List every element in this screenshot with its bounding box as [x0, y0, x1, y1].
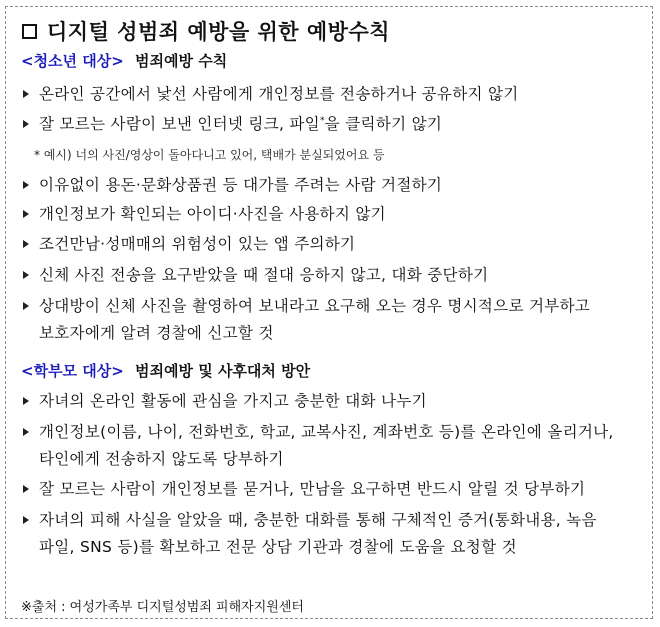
checkbox-square-icon [22, 24, 37, 39]
triangle-bullet-icon [23, 271, 29, 279]
triangle-bullet-icon [23, 210, 29, 218]
triangle-bullet-icon [23, 485, 29, 493]
parents-item-text: 잘 모르는 사람이 개인정보를 묻거나, 만남을 요구하면 반드시 알릴 것 당부하기 [39, 480, 586, 498]
parents-heading: 범죄예방 및 사후대처 방안 [135, 362, 311, 380]
youth-item-text: 신체 사진 전송을 요구받았을 때 절대 응하지 않고, 대화 중단하기 [39, 266, 489, 284]
parents-item-text-line2: 파일, SNS 등)를 확보하고 전문 상담 기관과 경찰에 도움을 요청할 것 [39, 538, 517, 556]
parents-tag: <학부모 대상> [21, 362, 124, 380]
triangle-bullet-icon [23, 181, 29, 189]
page-title-text: 디지털 성범죄 예방을 위한 예방수칙 [47, 20, 391, 44]
parents-section-heading [21, 360, 310, 381]
youth-item-text: 을 클릭하기 않기 [324, 115, 443, 133]
triangle-bullet-icon [23, 397, 29, 405]
youth-tag: <청소년 대상> [21, 52, 124, 70]
youth-item-text: 개인정보가 확인되는 아이디·사진을 사용하지 않기 [39, 205, 386, 223]
youth-item-2 [20, 111, 640, 138]
youth-item-text: 잘 모르는 사람이 보낸 인터넷 링크, 파일 [39, 115, 320, 133]
triangle-bullet-icon [23, 90, 29, 98]
parents-item-text-line1: 자녀의 피해 사실을 알았을 때, 충분한 대화를 통해 구체적인 증거(통화내용, 녹음 [39, 511, 597, 529]
youth-section-heading [21, 50, 227, 71]
parents-item-text-line2: 타인에게 전송하지 않도록 당부하기 [39, 450, 284, 468]
parents-item-text-line1: 개인정보(이름, 나이, 전화번호, 학교, 교복사진, 계좌번호 등)를 온라인에 올리거나, [39, 423, 614, 441]
triangle-bullet-icon [23, 302, 29, 310]
triangle-bullet-icon [23, 240, 29, 248]
triangle-bullet-icon [23, 516, 29, 524]
youth-item-6 [20, 262, 640, 289]
youth-heading: 범죄예방 수칙 [135, 52, 228, 70]
parents-item-4 [20, 507, 640, 561]
parents-item-3 [20, 476, 640, 503]
youth-item-1 [20, 81, 640, 108]
youth-item-7 [20, 293, 640, 347]
youth-item-text: 온라인 공간에서 낯선 사람에게 개인정보를 전송하거나 공유하지 않기 [39, 85, 519, 103]
source-citation: ※출처 : 여성가족부 디지털성범죄 피해자지원센터 [21, 600, 304, 615]
page-title [22, 16, 390, 46]
youth-item-3 [20, 172, 640, 199]
youth-item-text: 이유없이 용돈·문화상품권 등 대가를 주려는 사람 거절하기 [39, 176, 443, 194]
parents-item-2 [20, 419, 640, 473]
parents-item-1 [20, 388, 640, 415]
parents-item-text: 자녀의 온라인 활동에 관심을 가지고 충분한 대화 나누기 [39, 392, 427, 410]
youth-item-4 [20, 201, 640, 228]
youth-item-text-line2: 보호자에게 알려 경찰에 신고할 것 [39, 324, 274, 342]
triangle-bullet-icon [23, 428, 29, 436]
triangle-bullet-icon [23, 120, 29, 128]
youth-item-text: 조건만남·성매매의 위험성이 있는 앱 주의하기 [39, 235, 356, 253]
footnote-marker: * [319, 115, 325, 126]
youth-item-5 [20, 231, 640, 258]
youth-footnote: * 예시) 너의 사진/영상이 돌아다니고 있어, 택배가 분실되었어요 등 [34, 148, 385, 162]
youth-item-text-line1: 상대방이 신체 사진을 촬영하여 보내라고 요구해 오는 경우 명시적으로 거부하고 [39, 297, 591, 315]
